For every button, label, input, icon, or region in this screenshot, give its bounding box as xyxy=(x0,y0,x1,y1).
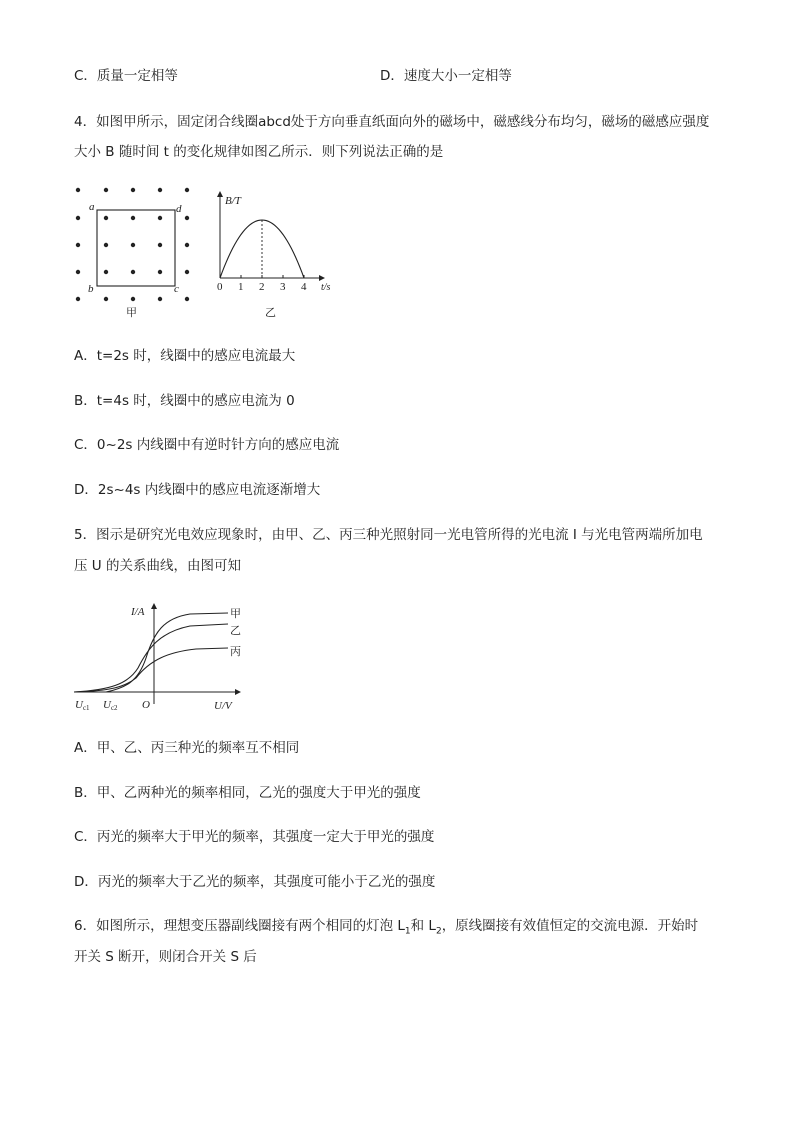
series-label-bing: 丙 xyxy=(230,645,241,658)
x-tick-label: 4 xyxy=(301,281,307,293)
field-dot xyxy=(158,297,162,301)
q6-stem-part-b: 和 L xyxy=(410,918,436,934)
q6-stem-part-c: ，原线圈接有效值恒定的交流电源．开始时 xyxy=(441,918,699,934)
q5-option-c: C．丙光的频率大于甲光的频率，其强度一定大于甲光的强度 xyxy=(74,829,435,845)
field-dot xyxy=(76,297,80,301)
q5-option-d: D．丙光的频率大于乙光的频率，其强度可能小于乙光的强度 xyxy=(74,874,436,890)
corner-a: a xyxy=(89,201,95,213)
figure-caption-yi: 乙 xyxy=(265,306,276,319)
field-dot xyxy=(104,216,108,220)
q6-subscript-2: 2 xyxy=(435,926,442,937)
q4-option-a: A．t=2s 时，线圈中的感应电流最大 xyxy=(74,348,296,364)
curve-bing xyxy=(74,648,228,692)
q4-figure-jia xyxy=(70,182,195,322)
q6-stem-part-a: 6．如图所示，理想变压器副线圈接有两个相同的灯泡 L xyxy=(74,918,405,934)
field-dot xyxy=(104,243,108,247)
field-dot xyxy=(185,188,189,192)
marker-uc1: Uc1 xyxy=(75,699,90,712)
q3-option-c: C．质量一定相等 xyxy=(74,68,178,84)
x-axis-label: t/s xyxy=(321,282,331,293)
q4-option-b: B．t=4s 时，线圈中的感应电流为 0 xyxy=(74,393,295,409)
field-dot xyxy=(158,216,162,220)
corner-c: c xyxy=(174,283,179,295)
coil-abcd xyxy=(97,210,175,286)
field-dot xyxy=(104,270,108,274)
q5-option-b: B．甲、乙两种光的频率相同，乙光的强度大于甲光的强度 xyxy=(74,785,421,801)
q5-option-a: A．甲、乙、丙三种光的频率互不相同 xyxy=(74,740,300,756)
x-tick-label: 0 xyxy=(217,281,223,293)
curve-yi xyxy=(74,624,228,692)
x-tick-label: 2 xyxy=(259,281,265,293)
field-dot xyxy=(131,188,135,192)
field-dot xyxy=(185,297,189,301)
field-dot xyxy=(131,243,135,247)
corner-b: b xyxy=(88,283,94,295)
q3-option-d: D．速度大小一定相等 xyxy=(380,68,512,84)
field-dot xyxy=(158,270,162,274)
q6-subscript-1: 1 xyxy=(404,926,411,937)
q4-stem-line2: 大小 B 随时间 t 的变化规律如图乙所示．则下列说法正确的是 xyxy=(74,144,444,160)
field-dot xyxy=(185,270,189,274)
q4-option-c: C．0~2s 内线圈中有逆时针方向的感应电流 xyxy=(74,437,340,453)
q4-option-d: D．2s~4s 内线圈中的感应电流逐渐增大 xyxy=(74,482,321,498)
q4-figure-yi xyxy=(210,182,340,322)
field-dot xyxy=(76,243,80,247)
q5-stem-line2: 压 U 的关系曲线，由图可知 xyxy=(74,558,241,574)
field-dot xyxy=(185,216,189,220)
series-label-yi: 乙 xyxy=(230,624,241,637)
y-axis-label: B/T xyxy=(225,195,241,207)
field-dot xyxy=(158,243,162,247)
marker-uc2: Uc2 xyxy=(103,699,118,712)
figure-caption-jia: 甲 xyxy=(126,306,137,319)
q5-figure xyxy=(70,598,260,723)
q4-stem-line1: 4．如图甲所示，固定闭合线圈abcd处于方向垂直纸面向外的磁场中，磁感线分布均匀，磁场的磁感应强度 xyxy=(74,114,710,130)
field-dot xyxy=(76,216,80,220)
field-dot xyxy=(104,297,108,301)
field-dot xyxy=(76,188,80,192)
x-axis-label: U/V xyxy=(214,700,232,712)
x-tick-label: 1 xyxy=(238,281,244,293)
field-dot xyxy=(185,243,189,247)
series-label-jia: 甲 xyxy=(230,607,241,620)
field-dot xyxy=(158,188,162,192)
corner-d: d xyxy=(176,203,182,215)
field-dot xyxy=(76,270,80,274)
origin-label: O xyxy=(142,699,150,711)
x-tick-label: 3 xyxy=(280,281,286,293)
field-dot xyxy=(131,216,135,220)
q6-stem-line1 xyxy=(74,916,698,942)
y-axis-label: I/A xyxy=(131,606,145,618)
field-dot xyxy=(131,297,135,301)
q6-stem-line2: 开关 S 断开，则闭合开关 S 后 xyxy=(74,949,257,965)
field-dot xyxy=(131,270,135,274)
q5-stem-line1: 5．图示是研究光电效应现象时，由甲、乙、丙三种光照射同一光电管所得的光电流 I 与光电管两端所加电 xyxy=(74,527,703,543)
field-dot xyxy=(104,188,108,192)
